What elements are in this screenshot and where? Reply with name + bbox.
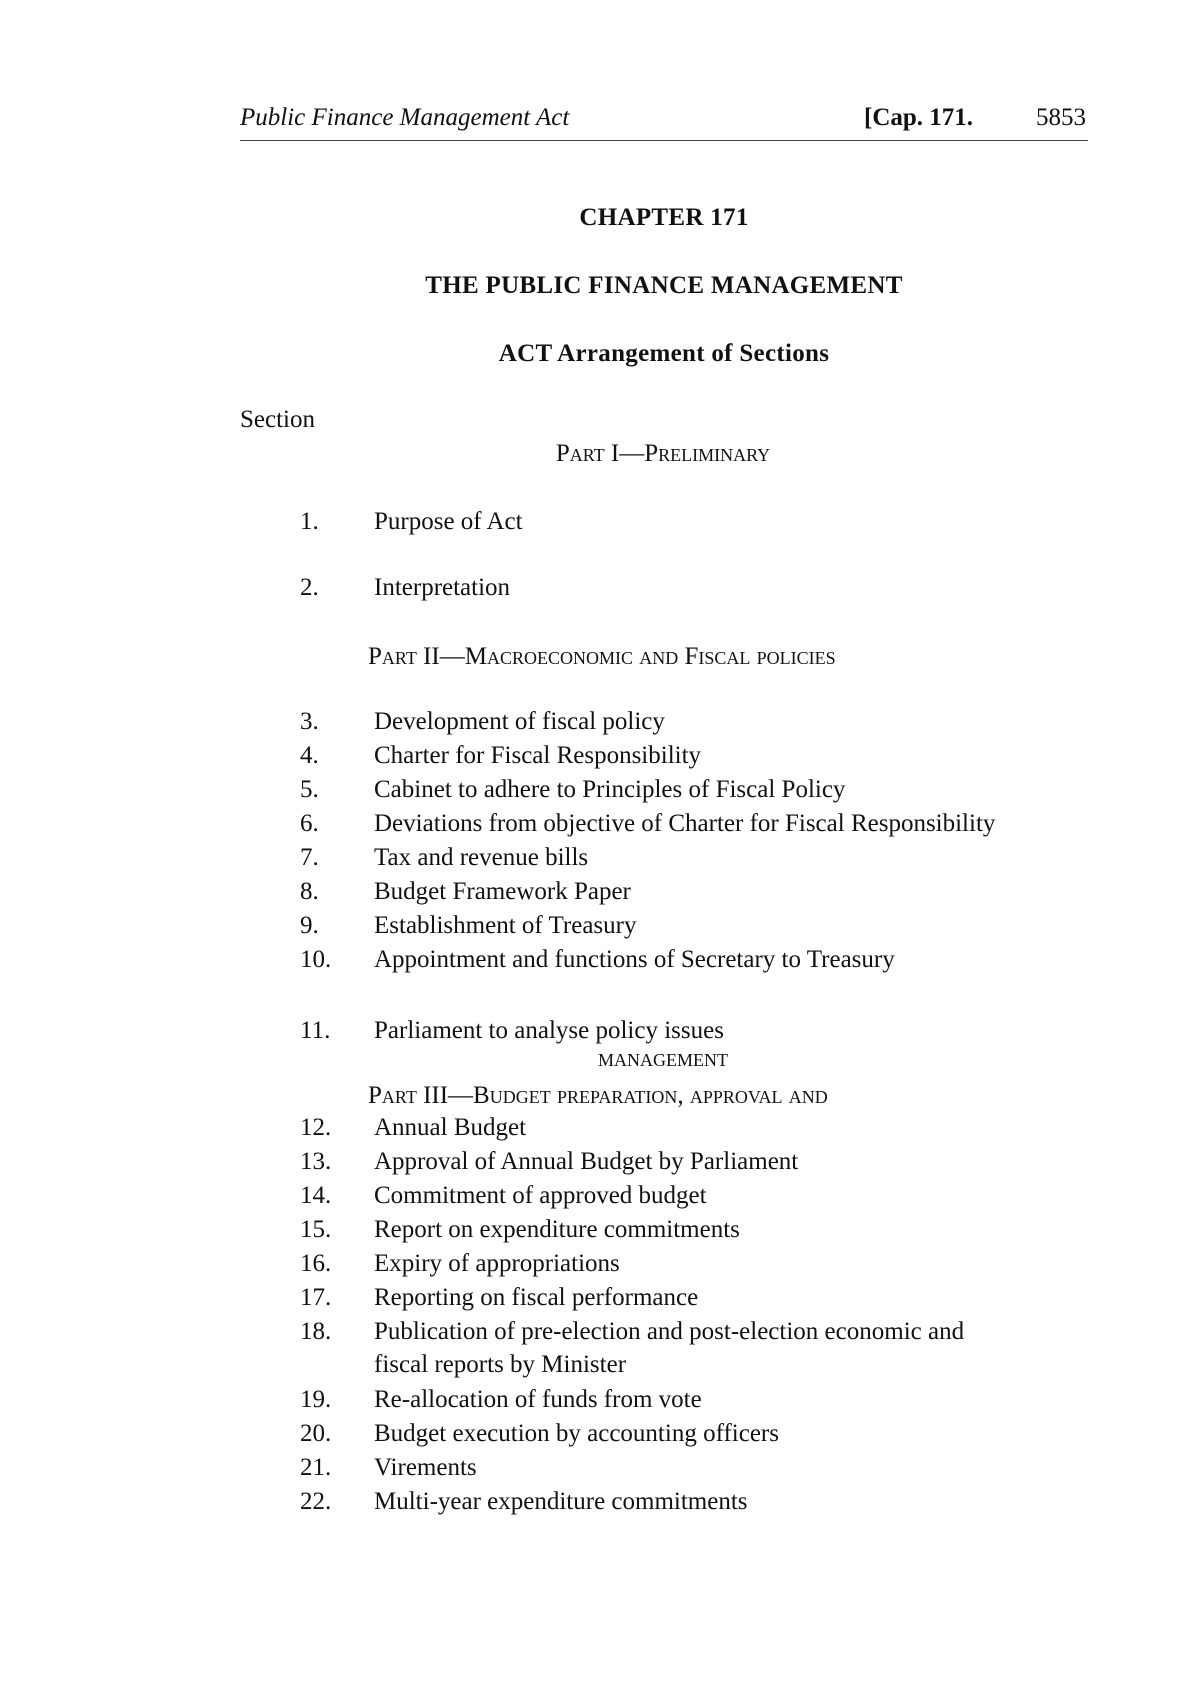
- section-title: Budget execution by accounting officers: [374, 1420, 779, 1447]
- section-title: Purpose of Act: [374, 508, 523, 535]
- section-title: Deviations from objective of Charter for Fiscal Responsibility: [374, 810, 996, 837]
- section-title: Reporting on fiscal performance: [374, 1284, 699, 1311]
- section-title: Report on expenditure commitments: [374, 1216, 740, 1243]
- section-number: 9.: [300, 912, 319, 939]
- section-number: 12.: [300, 1114, 332, 1141]
- section-title: Annual Budget: [374, 1114, 527, 1141]
- section-number: 6.: [300, 810, 319, 837]
- section-number: 14.: [300, 1182, 332, 1209]
- act-title: THE PUBLIC FINANCE MANAGEMENT: [425, 272, 903, 299]
- part-heading-3-line2: management: [598, 1045, 728, 1072]
- chapter-title: CHAPTER 171: [579, 204, 749, 231]
- section-column-label: Section: [240, 406, 315, 433]
- section-title-continuation: fiscal reports by Minister: [374, 1351, 627, 1378]
- section-number: 3.: [300, 708, 319, 735]
- section-title: Commitment of approved budget: [374, 1182, 707, 1209]
- running-header: [240, 100, 1088, 141]
- section-number: 2.: [300, 574, 319, 601]
- running-header-cap: [Cap. 171.: [864, 104, 974, 131]
- section-title: Tax and revenue bills: [374, 844, 589, 871]
- section-title: Establishment of Treasury: [374, 912, 637, 939]
- section-number: 8.: [300, 878, 319, 905]
- section-title: Publication of pre-election and post-election economic and: [374, 1318, 965, 1345]
- act-subtitle: ACT Arrangement of Sections: [498, 340, 830, 367]
- section-number: 4.: [300, 742, 319, 769]
- section-title: Interpretation: [374, 574, 511, 601]
- section-number: 1.: [300, 508, 319, 535]
- part-heading-3-line1: Part III—Budget preparation, approval and: [368, 1082, 828, 1109]
- section-number: 15.: [300, 1216, 332, 1243]
- part-heading-2: Part II—Macroeconomic and Fiscal policies: [368, 643, 836, 670]
- section-title: Development of fiscal policy: [374, 708, 665, 735]
- section-number: 7.: [300, 844, 319, 871]
- section-title: Budget Framework Paper: [374, 878, 631, 905]
- section-title: Appointment and functions of Secretary to Treasury: [374, 946, 895, 973]
- page-number: 5853: [1036, 104, 1086, 131]
- section-number: 11.: [300, 1017, 331, 1044]
- section-number: 20.: [300, 1420, 332, 1447]
- section-number: 22.: [300, 1488, 332, 1515]
- section-number: 19.: [300, 1386, 332, 1413]
- section-number: 18.: [300, 1318, 332, 1345]
- section-number: 17.: [300, 1284, 332, 1311]
- section-title: Re-allocation of funds from vote: [374, 1386, 702, 1413]
- running-header-title: Public Finance Management Act: [240, 104, 570, 131]
- section-number: 5.: [300, 776, 319, 803]
- section-number: 21.: [300, 1454, 332, 1481]
- section-title: Multi-year expenditure commitments: [374, 1488, 748, 1515]
- section-number: 13.: [300, 1148, 332, 1175]
- section-number: 16.: [300, 1250, 332, 1277]
- section-title: Cabinet to adhere to Principles of Fiscal Policy: [374, 776, 846, 803]
- section-number: 10.: [300, 946, 332, 973]
- section-title: Virements: [374, 1454, 477, 1481]
- section-title: Parliament to analyse policy issues: [374, 1017, 724, 1044]
- section-title: Approval of Annual Budget by Parliament: [374, 1148, 799, 1175]
- part-heading-1: Part I—Preliminary: [555, 440, 771, 467]
- section-title: Charter for Fiscal Responsibility: [374, 742, 702, 769]
- section-title: Expiry of appropriations: [374, 1250, 620, 1277]
